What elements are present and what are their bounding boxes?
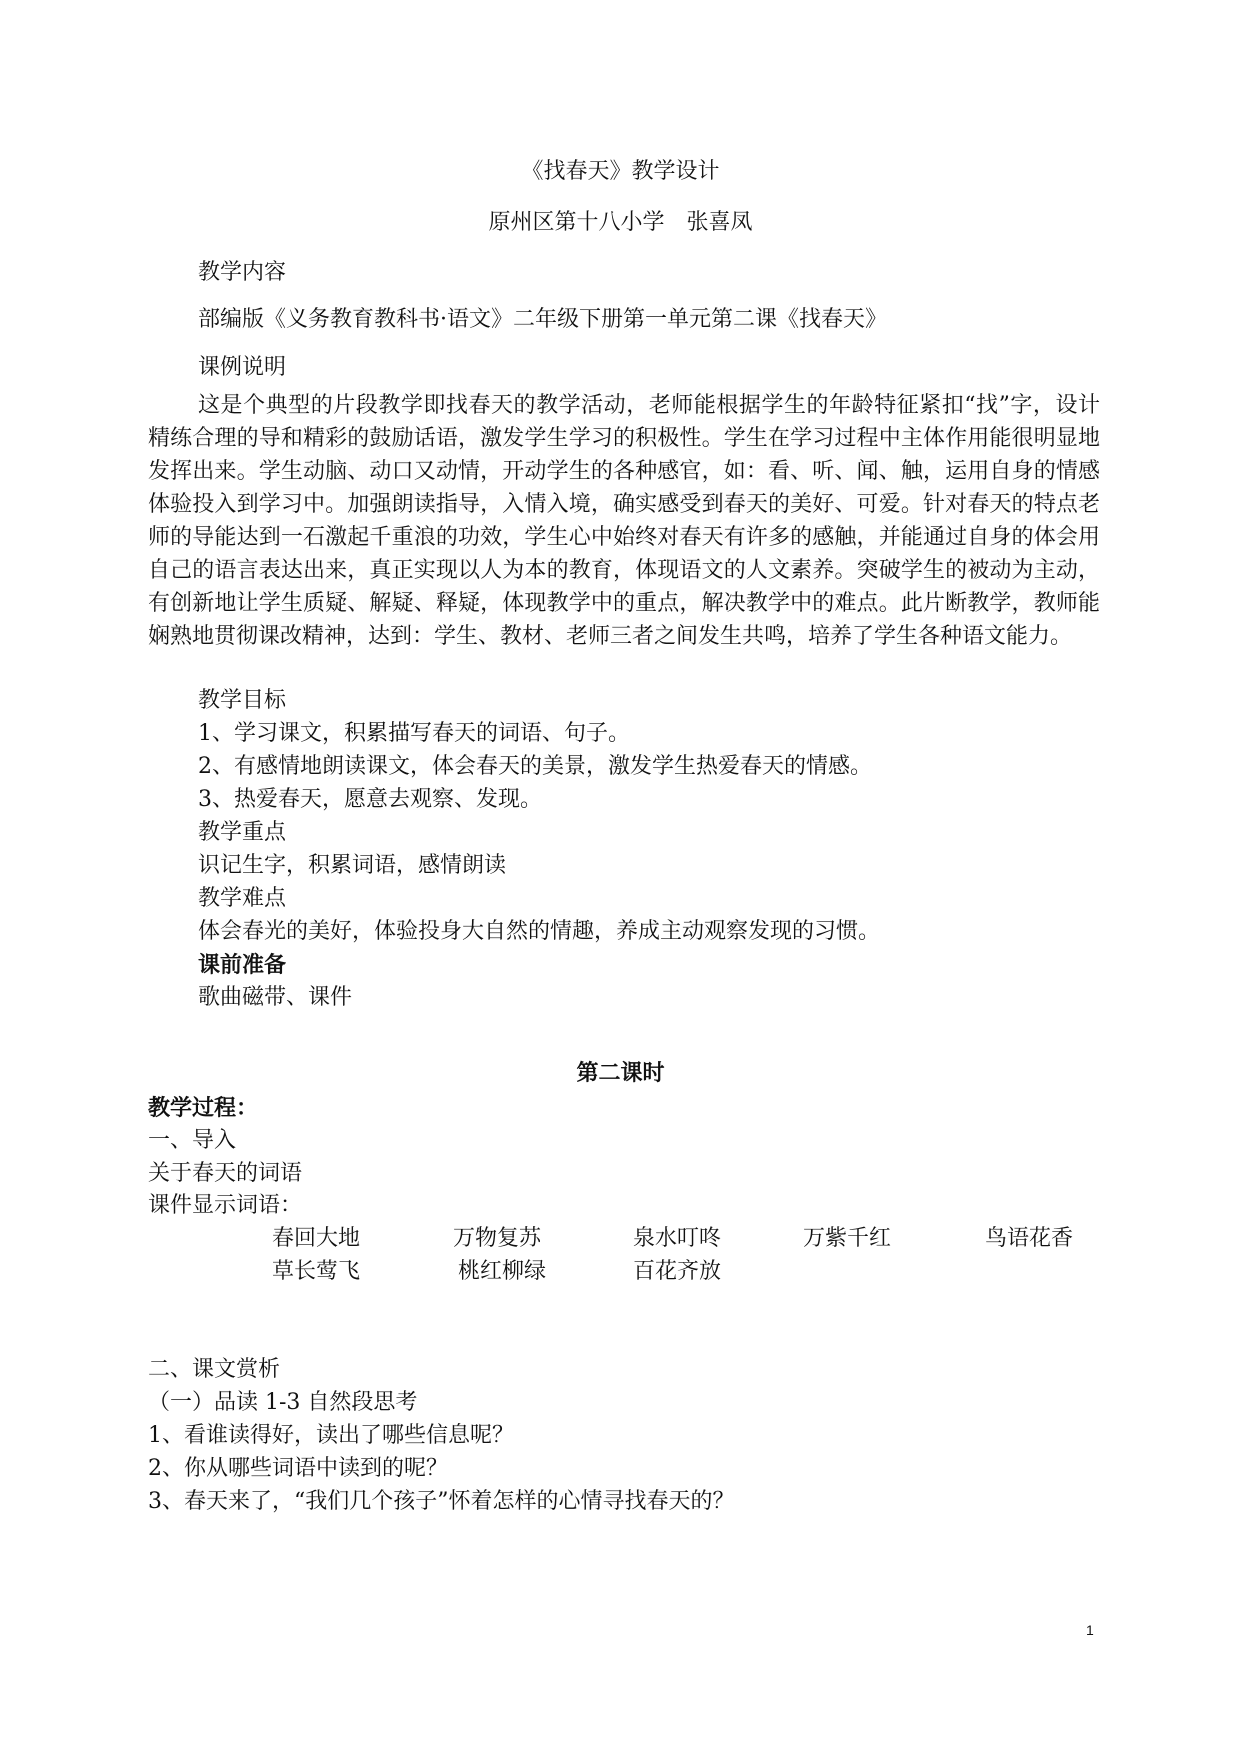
section1-heading: 一、导入: [148, 1128, 237, 1153]
goals-heading: 教学目标: [198, 688, 287, 713]
lesson-title: 第二课时: [576, 1060, 665, 1086]
difficulty-text: 体会春光的美好，体验投身大自然的情趣，养成主动观察发现的习惯。: [198, 919, 881, 944]
goal-item: 3、热爱春天，愿意去观察、发现。: [198, 787, 542, 812]
author-line: 原州区第十八小学 张喜凤: [488, 210, 753, 235]
case-heading: 课例说明: [198, 355, 287, 380]
vocab-word: 万紫千红: [803, 1226, 892, 1251]
content-text: 部编版《义务教育教科书·语文》二年级下册第一单元第二课《找春天》: [198, 307, 887, 332]
content-heading: 教学内容: [198, 260, 287, 285]
goal-item: 2、有感情地朗读课文，体会春天的美景，激发学生热爱春天的情感。: [198, 754, 872, 779]
prep-heading: 课前准备: [198, 952, 287, 978]
vocab-word: 春回大地: [272, 1226, 361, 1251]
vocab-word: 桃红柳绿: [458, 1259, 547, 1284]
question-item: 1、看谁读得好，读出了哪些信息呢？: [148, 1423, 514, 1448]
vocab-word: 鸟语花香: [985, 1226, 1074, 1251]
process-heading: 教学过程：: [148, 1095, 259, 1121]
focus-heading: 教学重点: [198, 820, 287, 845]
words-intro: 课件显示词语：: [148, 1193, 303, 1218]
question-item: 2、你从哪些词语中读到的呢？: [148, 1456, 448, 1481]
vocab-word: 万物复苏: [453, 1226, 542, 1251]
section2-heading: 二、课文赏析: [148, 1357, 281, 1382]
question-item: 3、春天来了，“我们几个孩子”怀着怎样的心情寻找春天的？: [148, 1489, 735, 1514]
vocab-word: 泉水叮咚: [633, 1226, 722, 1251]
vocab-word: 草长莺飞: [272, 1259, 361, 1284]
page-number: 1: [1086, 1622, 1094, 1638]
difficulty-heading: 教学难点: [198, 886, 287, 911]
document-title: 《找春天》教学设计: [521, 159, 720, 184]
case-paragraph: 这是个典型的片段教学即找春天的教学活动，老师能根据学生的年龄特征紧扣“找”字，设计精练合理的导和精彩的鼓励话语，激发学生学习的积极性。学生在学习过程中主体作用能很明显地发挥出来。学生动脑、动口又动情，开动学生的各种感官，如：看、听、闻、触，运用自身的情感体验投入到学习中。加强朗读指导，入情入境，确实感受到春天的美好、可爱。针对春天的特点老师的导能达到一石激起千重浪的功效，学生心中始终对春天有许多的感触，并能通过自身的体会用自己的语言表达出来，真正实现以人为本的教育，体现语文的人文素养。突破学生的被动为主动，有创新地让学生质疑、解疑、释疑，体现教学中的重点，解决教学中的难点。此片断教学，教师能娴熟地贯彻课改精神，达到：学生、教材、老师三者之间发生共鸣，培养了学生各种语文能力。: [148, 393, 1100, 649]
vocab-word: 百花齐放: [633, 1259, 722, 1284]
goal-item: 1、学习课文，积累描写春天的词语、句子。: [198, 721, 630, 746]
prep-text: 歌曲磁带、课件: [198, 985, 353, 1010]
section1-sub: 关于春天的词语: [148, 1161, 303, 1186]
section2-sub: （一）品读 1-3 自然段思考: [148, 1390, 418, 1415]
focus-text: 识记生字，积累词语，感情朗读: [198, 853, 507, 878]
